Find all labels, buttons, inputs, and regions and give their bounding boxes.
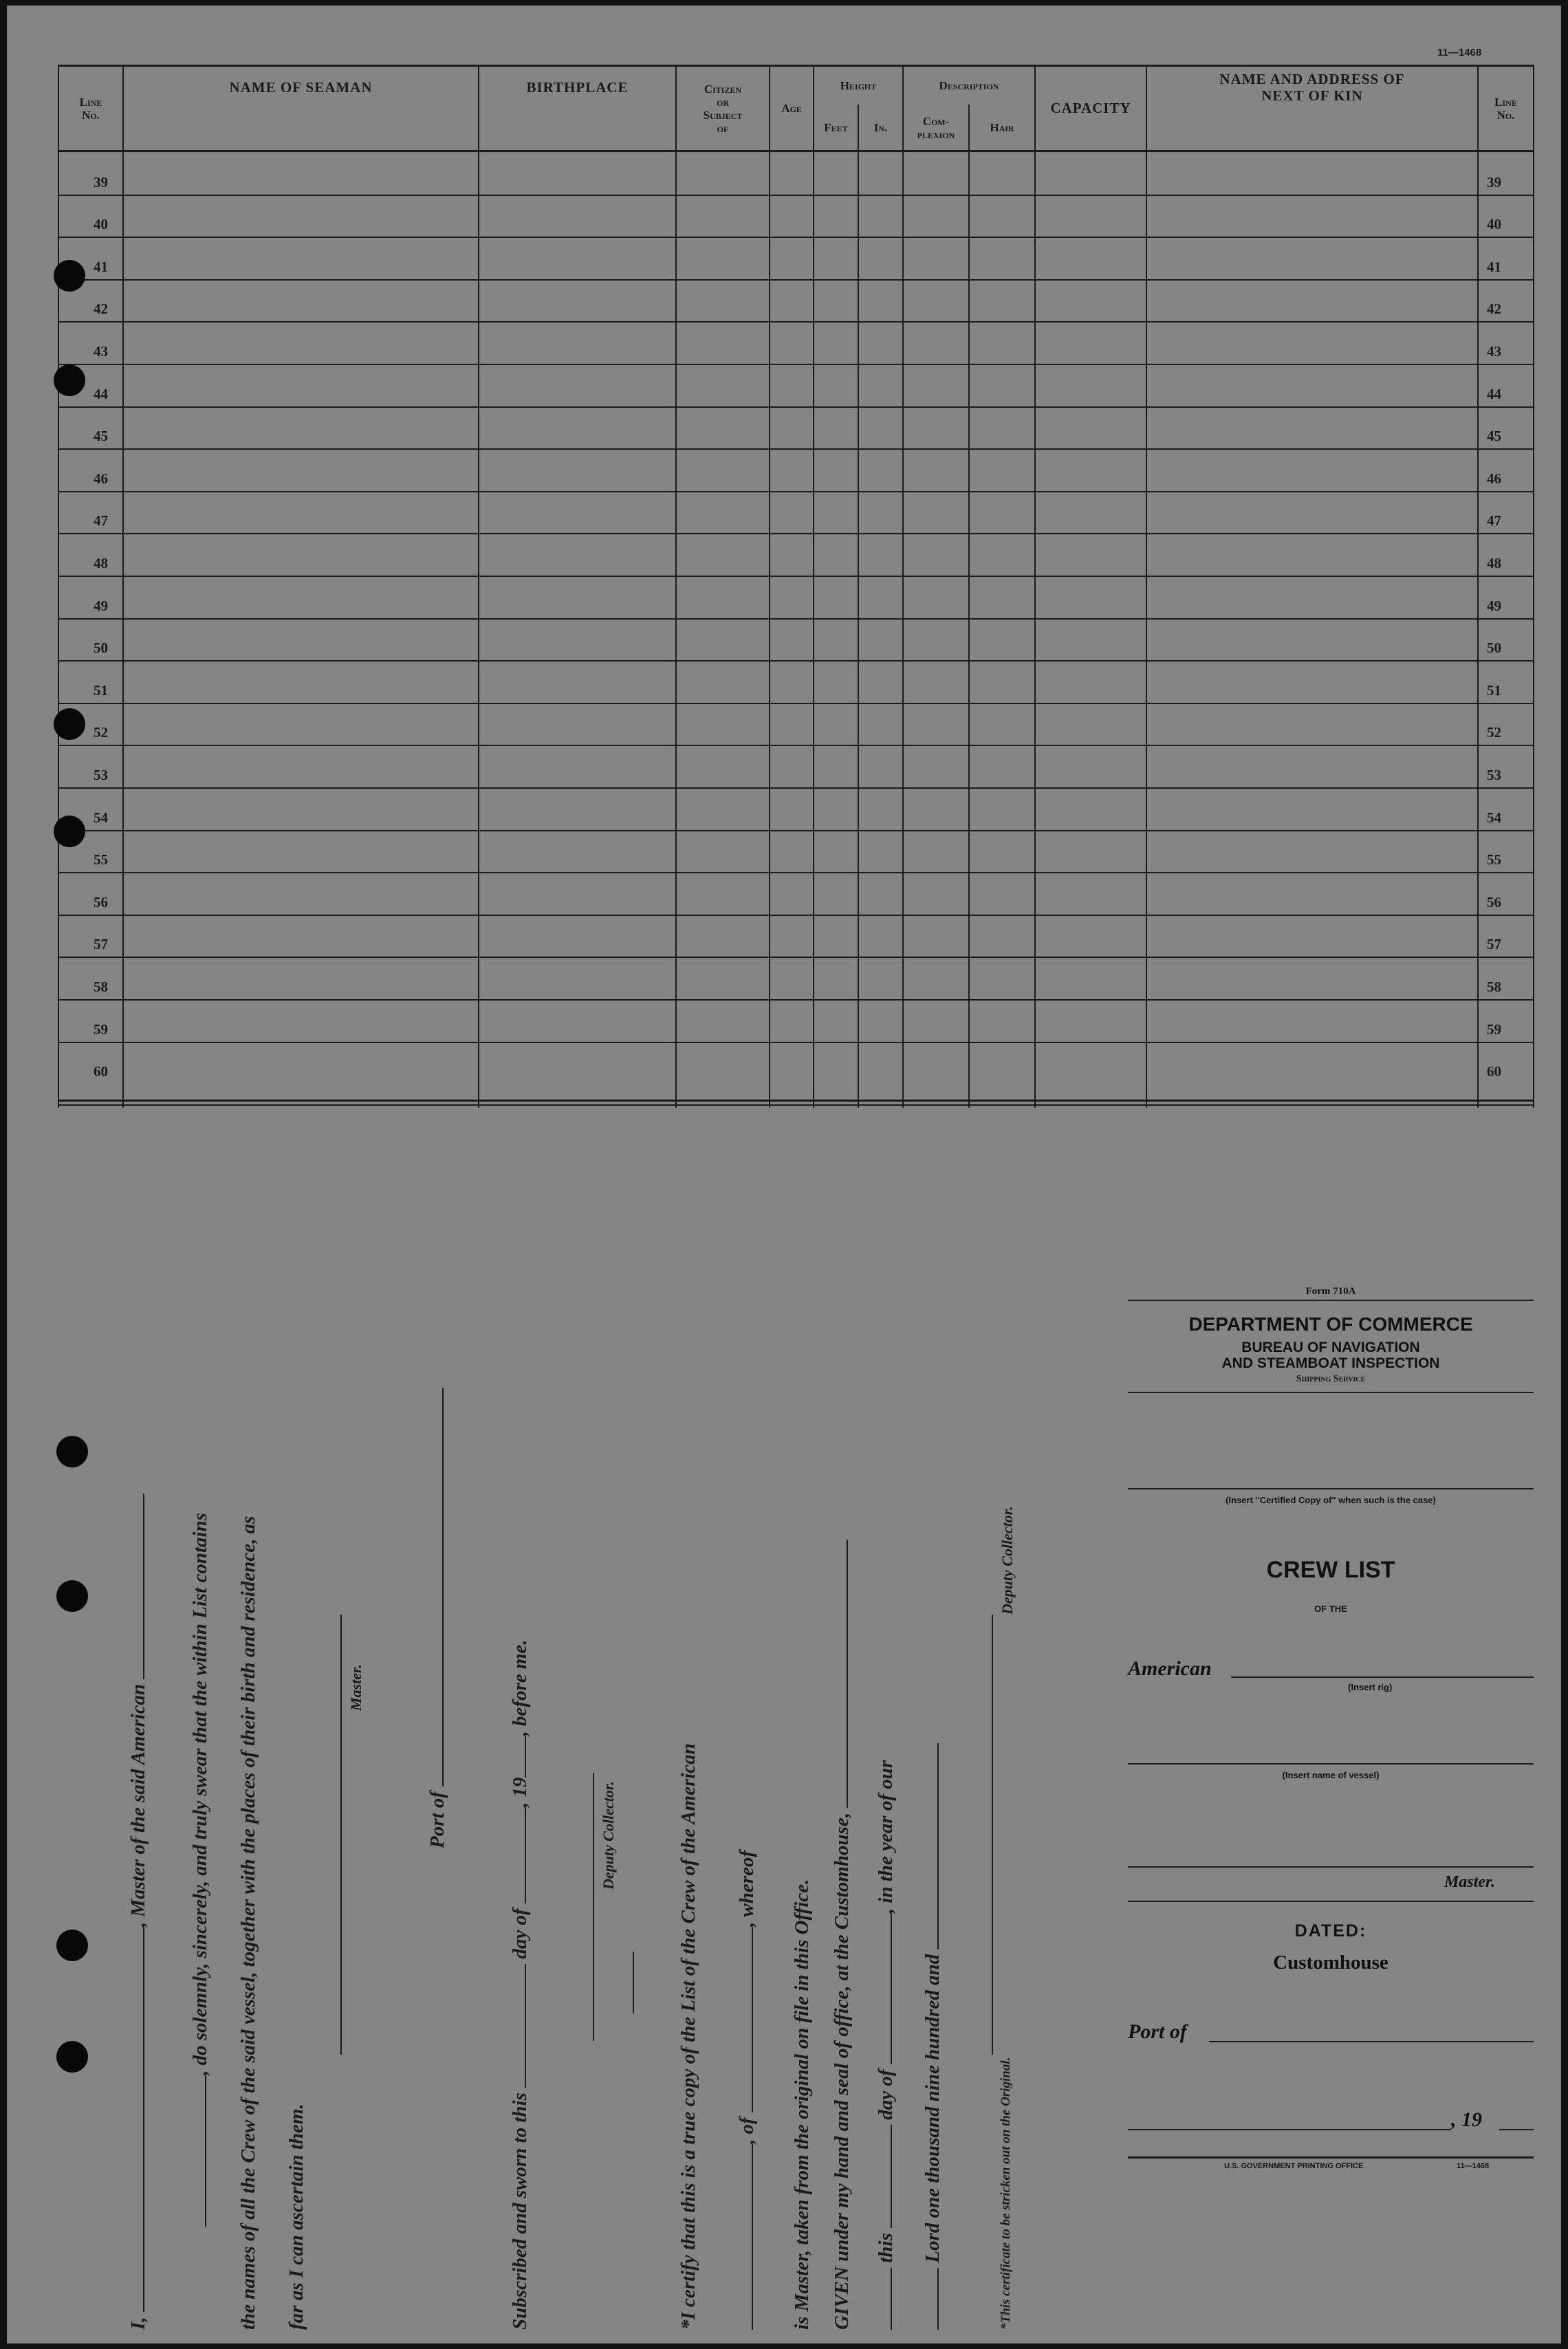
header-next-of-kin: NAME AND ADDRESS OF NEXT OF KIN (1219, 71, 1405, 104)
row-number-right: 51 (1487, 682, 1501, 699)
department-of-commerce: DEPARTMENT OF COMMERCE (1188, 1313, 1473, 1335)
row-number-right: 53 (1487, 767, 1501, 783)
row-number-left: 45 (94, 428, 108, 444)
certify-vessel-blank[interactable] (737, 2144, 753, 2330)
header-citizen-or-subject-of: Citizen or Subject of (703, 82, 743, 135)
of-the-label: OF THE (1314, 1604, 1347, 1614)
cover-master-label: Master. (1444, 1873, 1496, 1891)
header-height: Height (840, 79, 877, 93)
this-day-line: this day of , in the year of our (875, 1760, 897, 2330)
table-row-rule (58, 787, 1534, 789)
row-number-left: 44 (94, 386, 108, 402)
master-blank[interactable] (1128, 1866, 1534, 1868)
table-row-rule (58, 576, 1534, 577)
vessel-name-blank[interactable] (1128, 1763, 1534, 1765)
subscribed-day-blank[interactable] (510, 1964, 526, 2088)
vessel-name-blank[interactable] (128, 1494, 144, 1679)
row-number-left: 50 (94, 640, 108, 656)
row-number-right: 49 (1487, 598, 1501, 614)
rig-blank[interactable] (1231, 1676, 1534, 1678)
cover-date-blank[interactable] (1128, 2129, 1451, 2130)
row-number-left: 47 (94, 512, 108, 529)
row-number-left: 55 (94, 851, 108, 868)
row-number-right: 45 (1487, 428, 1501, 444)
table-row-rule (58, 999, 1534, 1001)
bureau-line-2: AND STEAMBOAT INSPECTION (1221, 1355, 1440, 1371)
table-top-border (58, 65, 1534, 67)
shipping-service: Shipping Service (1296, 1374, 1366, 1384)
american-label: American (1128, 1657, 1212, 1680)
row-number-right: 54 (1487, 809, 1501, 826)
table-row-rule (58, 660, 1534, 662)
row-number-left: 48 (94, 555, 108, 571)
deputy-collector-label-1: Deputy Collector. (600, 1781, 617, 1890)
header-complexion: Com- plexion (917, 114, 955, 141)
row-number-left: 53 (94, 767, 108, 783)
cover-panel (1128, 1285, 1540, 2178)
header-hair: Hair (990, 121, 1014, 135)
row-number-left: 40 (94, 216, 108, 232)
row-number-right: 44 (1487, 386, 1501, 402)
row-number-right: 46 (1487, 470, 1501, 487)
row-number-left: 54 (94, 809, 108, 826)
table-row-rule (58, 618, 1534, 620)
deputy-collector-label-2: Deputy Collector. (999, 1506, 1016, 1615)
form-710a-label: Form 710A (1305, 1286, 1356, 1297)
cover-year-prefix: , 19 (1451, 2108, 1482, 2131)
cover-rule-3 (1128, 1901, 1534, 1902)
cover-bottom-rule (1128, 2156, 1534, 2159)
short-rule (633, 1952, 634, 2013)
row-number-right: 43 (1487, 343, 1501, 360)
table-bottom-double-border (58, 1104, 1534, 1106)
form-number-top: 11—1468 (1437, 47, 1482, 58)
cover-port-blank[interactable] (1209, 2041, 1534, 2042)
table-row-rule (58, 830, 1534, 831)
given-line: GIVEN under my hand and seal of office, at the Customhouse, (831, 1540, 853, 2330)
table-row-rule (58, 195, 1534, 196)
row-number-left: 41 (94, 259, 108, 275)
row-number-left: 39 (94, 174, 108, 190)
of-whereof-line: , of , whereof (736, 1850, 759, 2330)
lord-line: Lord one thousand nine hundred and (922, 1743, 944, 2330)
form-number-bottom: 11—1468 (1457, 2162, 1490, 2170)
cover-port-of-label: Port of (1128, 2020, 1187, 2043)
oath-and-certificate (34, 1230, 1025, 2330)
header-line-no-left: Line No. (79, 95, 102, 122)
oath-line-3: the names of all the Crew of the said vessel, together with the places of their birth and residence, as (237, 1516, 259, 2330)
oath-line-4: far as I can ascertain them. (285, 2104, 307, 2330)
table-row-rule (58, 364, 1534, 365)
oath-line-2: , do solemnly, sincerely, and truly swear that the within List contains (189, 1513, 212, 2227)
certify-line: *I certify that this is a true copy of the List of the Crew of the American (677, 1743, 699, 2330)
row-number-right: 56 (1487, 894, 1501, 910)
subscribed-month-blank[interactable] (510, 1807, 526, 1903)
vessel-blank-2[interactable] (190, 2075, 206, 2227)
subscribed-line: Subscribed and sworn to this day of , 19, before me. (509, 1639, 531, 2330)
dated-label: DATED: (1294, 1921, 1367, 1941)
given-month-blank[interactable] (875, 1913, 892, 2064)
table-row-rule (58, 406, 1534, 408)
table-row-rule (58, 745, 1534, 746)
table-row-rule (58, 915, 1534, 916)
row-number-left: 46 (94, 470, 108, 487)
row-number-left: 58 (94, 979, 108, 995)
header-feet: Feet (824, 121, 848, 135)
binder-hole (54, 816, 85, 847)
table-row-rule (58, 872, 1534, 873)
header-inches: In. (873, 121, 888, 135)
certificate-footnote: *This certificate to be stricken out on the Original. (999, 2057, 1013, 2330)
header-bottom-border (58, 150, 1534, 152)
row-number-left: 49 (94, 598, 108, 614)
cover-top-rule (1128, 1300, 1534, 1301)
port-of-blank[interactable] (427, 1388, 444, 1787)
table-row-rule (58, 491, 1534, 492)
crew-list-title: CREW LIST (1266, 1557, 1395, 1583)
row-number-left: 51 (94, 682, 108, 699)
master-signature-line[interactable] (340, 1615, 342, 2055)
binder-hole (54, 364, 85, 396)
certified-copy-note: (Insert "Certified Copy of" when such is the case) (1226, 1495, 1436, 1505)
port-of-line: Port of (426, 1388, 449, 1848)
row-number-right: 52 (1487, 724, 1501, 741)
table-bottom-border (58, 1100, 1534, 1102)
certify-port-blank[interactable] (737, 1927, 753, 2112)
subscribed-year-blank[interactable] (510, 1736, 526, 1778)
table-row-rule (58, 533, 1534, 534)
table-row-rule (58, 957, 1534, 958)
header-line-no-right: Line No. (1494, 95, 1517, 122)
cover-rule-2 (1128, 1392, 1534, 1393)
insert-vessel-name-note: (Insert name of vessel) (1282, 1770, 1380, 1780)
master-name-blank[interactable] (128, 1927, 144, 2312)
row-number-right: 41 (1487, 259, 1501, 275)
row-number-left: 57 (94, 936, 108, 952)
bureau-line-1: BUREAU OF NAVIGATION (1241, 1340, 1420, 1355)
row-number-left: 56 (94, 894, 108, 910)
header-birthplace: BIRTHPLACE (526, 79, 629, 96)
gpo-imprint: U.S. GOVERNMENT PRINTING OFFICE (1224, 2162, 1364, 2170)
deputy-collector-signature-line-1[interactable] (593, 1773, 594, 2041)
given-day-blank[interactable] (875, 2125, 892, 2228)
table-row-rule (58, 1042, 1534, 1043)
row-number-left: 42 (94, 301, 108, 317)
customhouse-label: Customhouse (1273, 1952, 1389, 1974)
table-row-rule (58, 321, 1534, 323)
row-number-left: 52 (94, 724, 108, 741)
row-number-right: 59 (1487, 1021, 1501, 1038)
header-description: Description (939, 79, 999, 93)
row-number-left: 60 (94, 1063, 108, 1080)
given-year-blank[interactable] (922, 1743, 939, 1949)
binder-hole (54, 708, 85, 740)
header-name-of-seaman: NAME OF SEAMAN (229, 79, 373, 96)
cover-year-blank[interactable] (1499, 2129, 1534, 2130)
is-master-line: is Master, taken from the original on file in this Office. (791, 1879, 813, 2330)
table-row-rule (58, 237, 1534, 238)
row-number-right: 42 (1487, 301, 1501, 317)
table-row-rule (58, 279, 1534, 281)
table-row-rule (58, 703, 1534, 704)
row-number-left: 59 (94, 1021, 108, 1038)
row-number-right: 58 (1487, 979, 1501, 995)
row-number-right: 40 (1487, 216, 1501, 232)
header-capacity: CAPACITY (1050, 100, 1131, 117)
row-number-right: 57 (1487, 936, 1501, 952)
master-label: Master. (347, 1664, 364, 1711)
insert-rig-note: (Insert rig) (1348, 1682, 1393, 1692)
crew-list-form-page (7, 6, 1561, 2343)
deputy-collector-signature-line-2[interactable] (992, 1615, 993, 2055)
header-age: Age (781, 102, 802, 116)
customhouse-blank[interactable] (831, 1540, 848, 1808)
crew-table (58, 65, 1534, 1108)
row-number-right: 50 (1487, 640, 1501, 656)
row-number-right: 48 (1487, 555, 1501, 571)
row-number-right: 60 (1487, 1063, 1501, 1080)
row-number-right: 55 (1487, 851, 1501, 868)
certified-copy-blank[interactable] (1128, 1488, 1534, 1489)
row-number-right: 47 (1487, 512, 1501, 529)
table-row-rule (58, 448, 1534, 450)
binder-hole (54, 260, 85, 292)
row-number-right: 39 (1487, 174, 1501, 190)
row-number-left: 43 (94, 343, 108, 360)
oath-line-1: I, , Master of the said American (127, 1494, 150, 2330)
